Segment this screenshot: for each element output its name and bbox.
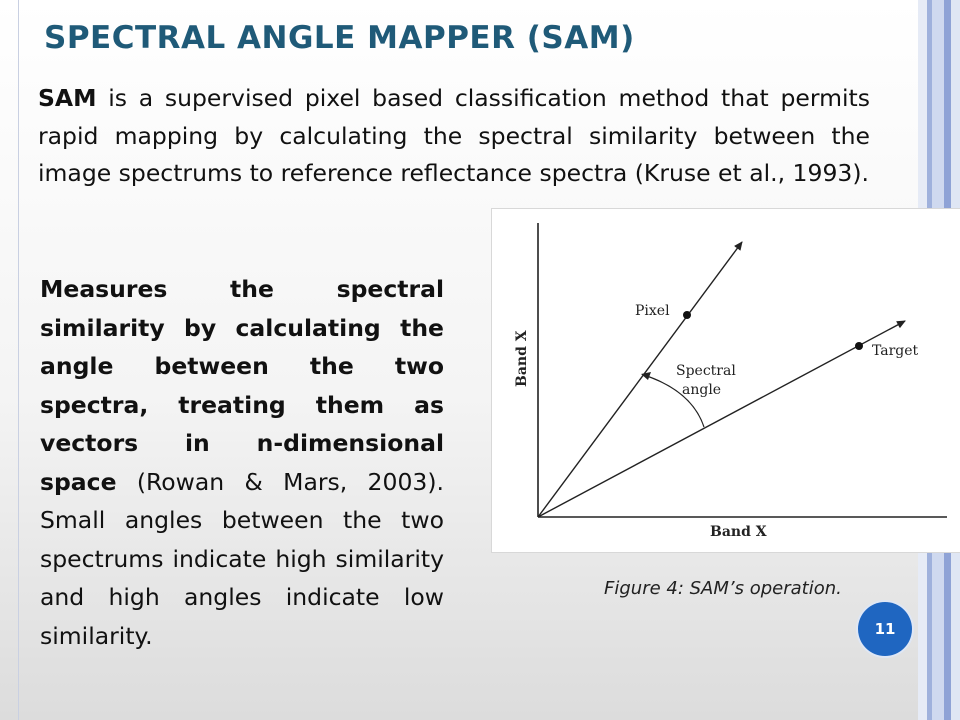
x-axis-label: Band X	[710, 524, 767, 540]
y-axis-label: Band X	[514, 330, 530, 387]
sam-term: SAM	[38, 84, 97, 112]
target-point	[855, 342, 863, 350]
measures-paragraph	[40, 270, 444, 655]
spectral-angle-label-line2: angle	[682, 382, 722, 398]
page-number-badge: 11	[858, 602, 912, 656]
pixel-vector-arrow	[538, 242, 742, 517]
spectral-angle-label-line1: Spectral	[676, 363, 736, 379]
target-label: Target	[872, 343, 919, 359]
measures-bold-text: Measures the spectral similarity by calculating the angle between the two spectra, treating them as vectors in n-dimensional space	[40, 275, 444, 496]
left-border-line	[18, 0, 19, 720]
pixel-label: Pixel	[635, 303, 670, 319]
figure-caption: Figure 4: SAM’s operation.	[604, 578, 842, 599]
sam-diagram	[491, 208, 960, 553]
intro-paragraph	[38, 80, 870, 193]
measures-rest: Small angles between the two spectrums indicate high similarity and high angles indicate low similarity.	[40, 506, 444, 650]
intro-text: is a supervised pixel based classification method that permits rapid mapping by calculating the spectral similarity between the image spectrums to reference reflectance spectra (Kruse et al., 1993).	[38, 84, 870, 187]
measures-citation: (Rowan & Mars, 2003).	[116, 467, 444, 496]
pixel-point	[683, 311, 691, 319]
slide-title: SPECTRAL ANGLE MAPPER (SAM)	[44, 20, 635, 56]
target-vector-arrow	[538, 321, 905, 517]
